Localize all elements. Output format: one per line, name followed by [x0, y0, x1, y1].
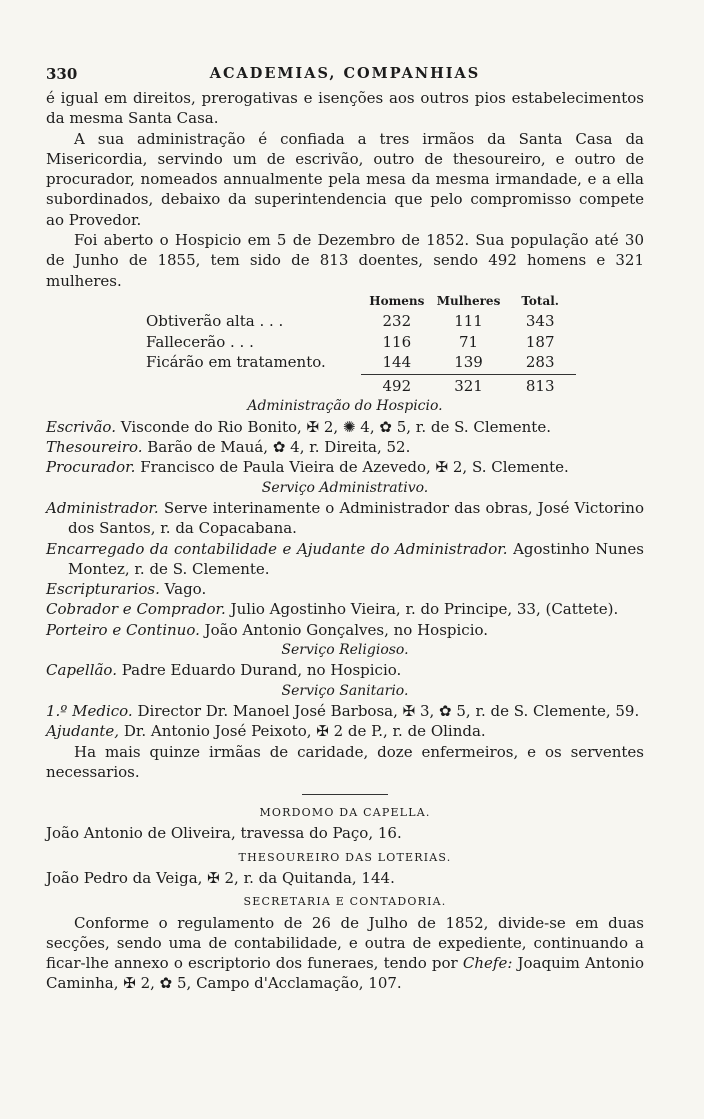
stats-label: Obtiverão alta . . .	[146, 312, 284, 331]
section-title-servico-religioso: Serviço Religioso.	[281, 642, 409, 659]
stats-cell: 111	[454, 312, 483, 331]
heading-loterias: THESOUREIRO DAS LOTERIAS.	[238, 850, 452, 864]
note-sanitario: Ha mais quinze irmãas de caridade, doze enfermeiros, e os serventes necessarios.	[46, 742, 644, 781]
page-header	[46, 62, 644, 88]
total-mulheres: 321	[433, 374, 505, 396]
role-label: 1.º Medico.	[46, 701, 133, 720]
entry-encarregado	[46, 539, 644, 580]
entry-administrador	[46, 498, 644, 539]
section-divider	[302, 794, 388, 795]
entry-secretaria	[46, 913, 644, 994]
stats-label: Ficárão em tratamento.	[146, 352, 326, 371]
entry-medico	[46, 701, 644, 721]
total-all: 813	[504, 374, 576, 396]
col-homens: Homens	[369, 293, 425, 308]
running-title: ACADEMIAS, COMPANHIAS	[209, 65, 481, 82]
heading-mordomo: MORDOMO DA CAPELLA.	[259, 806, 431, 820]
role-label: Chefe:	[462, 954, 513, 973]
entry-text: João Antonio Gonçalves, no Hospicio.	[204, 620, 489, 639]
entry-text: Julio Agostinho Vieira, r. do Principe, 33, (Cattete).	[230, 600, 619, 619]
role-label: Procurador.	[46, 458, 136, 477]
stats-row	[146, 311, 576, 331]
section-title-servico-administrativo: Serviço Administrativo.	[261, 479, 429, 496]
entry-escripturarios	[46, 579, 644, 599]
section-title-servico-sanitario: Serviço Sanitario.	[281, 682, 409, 699]
role-label: Ajudante,	[46, 722, 120, 741]
intro-continuation: é igual em direitos, prerogativas e isenções aos outros pios estabelecimentos da mesma Santa Casa.	[46, 89, 644, 128]
intro-administration: A sua administração é confiada a tres irmãos da Santa Casa da Misericordia, servindo um de escrivão, outro de thesoureiro, e outro de procurador, nomeados annualmente pela mesa da mesma irmandade, e a ella subordinados, debaixo da superintendencia que pelo compromisso compete ao Provedor.	[46, 129, 644, 229]
entry-porteiro	[46, 620, 644, 640]
intro-population: Foi aberto o Hospicio em 5 de Dezembro de 1852. Sua população até 30 de Junho de 1855, tem sido de 813 doentes, sendo 492 homens e 321 mulheres.	[46, 231, 644, 290]
stats-totals-row	[146, 372, 576, 396]
patient-statistics-table	[146, 291, 576, 396]
entry-text: Barão de Mauá, ✿ 4, r. Direita, 52.	[147, 438, 411, 457]
stats-cell: 283	[525, 352, 555, 371]
stats-row	[146, 332, 576, 352]
stats-cell: 71	[458, 332, 479, 351]
role-label: Capellão.	[46, 661, 117, 680]
stats-cell: 232	[382, 312, 412, 331]
entry-thesoureiro	[46, 437, 644, 457]
entry-text: Dr. Antonio José Peixoto, ✠ 2 de P., r. de Olinda.	[123, 722, 486, 741]
col-total: Total.	[521, 293, 559, 308]
total-homens: 492	[361, 374, 433, 396]
entry-ajudante	[46, 721, 644, 741]
stats-cell: 144	[382, 352, 412, 371]
stats-cell: 187	[525, 332, 555, 351]
stats-row	[146, 352, 576, 372]
role-label: Administrador.	[46, 498, 159, 517]
entry-capellao	[46, 660, 644, 680]
section-title-administracao: Administração do Hospicio.	[247, 398, 443, 415]
entry-text: Vago.	[164, 580, 207, 599]
role-label: Escrivão.	[46, 417, 116, 436]
role-label: Thesoureiro.	[46, 438, 143, 457]
role-label: Escripturarios.	[46, 580, 160, 599]
role-label: Encarregado da contabilidade e Ajudante do Administrador.	[46, 539, 508, 558]
page-number: 330	[46, 65, 78, 83]
entry-loterias: João Pedro da Veiga, ✠ 2, r. da Quitanda, 144.	[46, 868, 395, 887]
page-column	[46, 62, 644, 994]
entry-cobrador	[46, 599, 644, 619]
stats-cell: 116	[382, 332, 412, 351]
stats-label: Fallecerão . . .	[146, 332, 254, 351]
entry-text: Director Dr. Manoel José Barbosa, ✠ 3, ✿ 5, r. de S. Clemente, 59.	[137, 701, 640, 720]
entry-text: Francisco de Paula Vieira de Azevedo, ✠ 2, S. Clemente.	[140, 458, 569, 477]
entry-escrivao	[46, 417, 644, 437]
secretaria-text: Conforme o regulamento de 26 de Julho de 1852, divide-se em duas secções, sendo uma de contabilidade, e outra de expediente, continuando a ficar-lhe annexo o escriptorio dos funeraes, tendo por	[46, 913, 644, 973]
entry-mordomo: João Antonio de Oliveira, travessa do Paço, 16.	[46, 824, 402, 843]
heading-secretaria: SECRETARIA E CONTADORIA.	[243, 895, 447, 909]
stats-header-row	[146, 291, 576, 311]
entry-text: Agostinho Nunes Montez, r. de S. Clemente.	[68, 539, 644, 578]
role-label: Cobrador e Comprador.	[46, 600, 226, 619]
col-mulheres: Mulheres	[436, 293, 501, 308]
entry-text: Padre Eduardo Durand, no Hospicio.	[121, 661, 402, 680]
stats-cell: 139	[454, 352, 483, 371]
entry-text: Visconde do Rio Bonito, ✠ 2, ✺ 4, ✿ 5, r. de S. Clemente.	[120, 417, 551, 436]
stats-cell: 343	[525, 312, 555, 331]
entry-text: Serve interinamente o Administrador das obras, José Victorino dos Santos, r. da Copacabana.	[68, 498, 645, 538]
role-label: Porteiro e Continuo.	[46, 620, 200, 639]
entry-procurador	[46, 457, 644, 477]
entry-text: Joaquim Antonio Caminha, ✠ 2, ✿ 5, Campo d'Acclamação, 107.	[46, 954, 644, 993]
